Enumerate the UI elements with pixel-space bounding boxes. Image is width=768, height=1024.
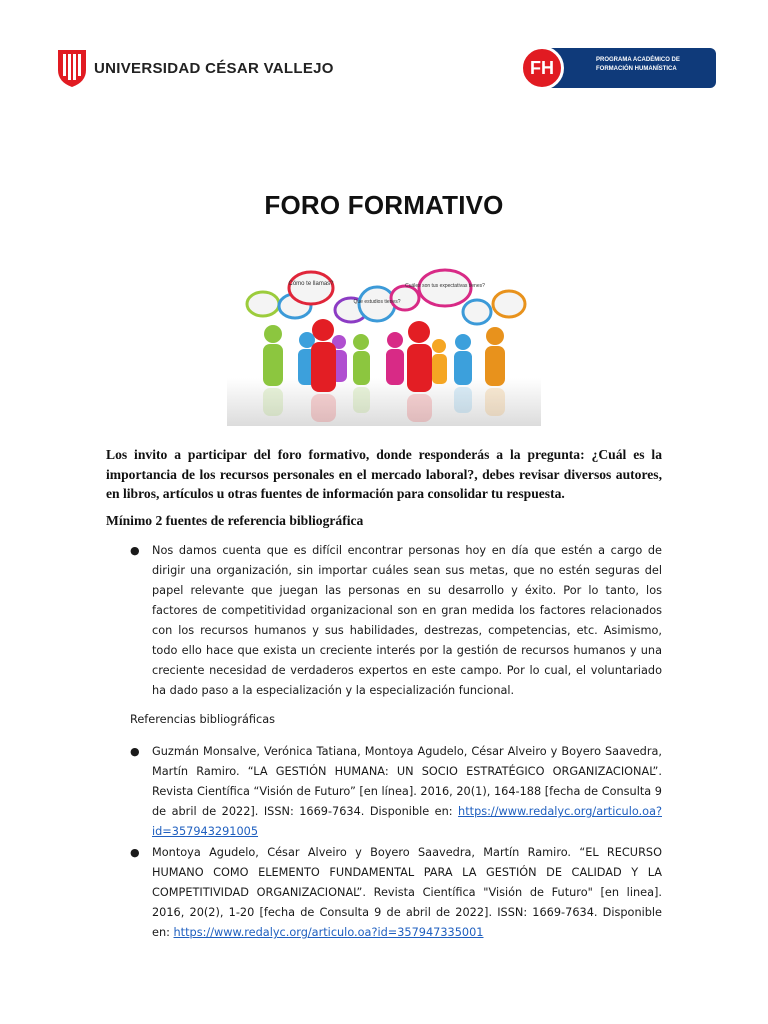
fh-logo-line2: FORMACIÓN HUMANÍSTICA bbox=[596, 66, 677, 72]
bubble-1-text: Cómo te llamas? bbox=[288, 281, 334, 287]
bubble-2-text: Que estudios tienes? bbox=[353, 299, 401, 305]
page-title: FORO FORMATIVO bbox=[264, 190, 504, 220]
bubble-3-text: Cuáles son tus expectativas tienes? bbox=[405, 283, 485, 289]
fh-logo-circle: FH bbox=[520, 46, 564, 90]
bullet-icon: ● bbox=[130, 544, 140, 557]
reference-item-2 bbox=[130, 843, 662, 943]
bullet-icon: ● bbox=[130, 846, 140, 859]
minimum-sources-note: Mínimo 2 fuentes de referencia bibliográfica bbox=[106, 513, 364, 528]
reference-1-link[interactable]: https://www.redalyc.org/articulo.oa?id=357943291005 bbox=[152, 805, 662, 838]
people-speech-bubbles-illustration bbox=[227, 258, 541, 426]
ucv-logo bbox=[56, 48, 334, 88]
ucv-shield-icon bbox=[56, 48, 88, 88]
reference-2-text: Montoya Agudelo, César Alveiro y Boyero Saavedra, Martín Ramiro. “EL RECURSO HUMANO COMO ELEMENTO FUNDAMENTAL PARA LA GESTIÓN DE CALIDAD Y LA COMPETITIVIDAD ORGANIZACIONAL”. Revista Científica "Visión de Futuro" [en linea]. 2016, 20(2), 1-20 [fecha de Consulta 9 de abril de 2022]. ISSN: 1669-7634. Disponible en: bbox=[152, 846, 662, 939]
main-bullet-item bbox=[130, 541, 662, 701]
reference-item-1 bbox=[130, 742, 662, 842]
reference-1-text: Guzmán Monsalve, Verónica Tatiana, Montoya Agudelo, César Alveiro y Boyero Saavedra, Martín Ramiro. “LA GESTIÓN HUMANA: UN SOCIO ESTRATÉGICO ORGANIZACIONAL”. Revista Científica “Visión de Futuro” [en línea]. 2016, 20(1), 164-188 [fecha de Consulta 9 de abril de 2022]. ISSN: 1669-7634. Disponible en: bbox=[152, 745, 662, 818]
fh-logo-caption bbox=[596, 56, 680, 74]
reference-2-link[interactable]: https://www.redalyc.org/articulo.oa?id=357947335001 bbox=[173, 926, 484, 939]
references-heading: Referencias bibliográficas bbox=[130, 713, 276, 726]
fh-logo bbox=[520, 46, 718, 90]
fh-logo-line1: PROGRAMA ACADÉMICO DE bbox=[596, 57, 680, 63]
main-bullet-text: Nos damos cuenta que es difícil encontrar personas hoy en día que estén a cargo de dirigir una organización, sin importar cuáles sean sus metas, que no estén seguras del papel relevante que juegan las personas en su desarrollo y éxito. Por lo tanto, los factores de competitividad organizacional son en gran medida los factores relacionados con los recursos humanos y sus habilidades, destrezas, competencias, etc. Asimismo, todo ello hace que exista un creciente interés por la gestión de recursos humanos y una creciente necesidad de verdaderos expertos en este campo. Por lo cual, el voluntariado ha dado paso a la especialización y la especialización funcional. bbox=[152, 544, 662, 697]
intro-paragraph: Los invito a participar del foro formativo, donde responderás a la pregunta: ¿Cuál es la importancia de los recursos personales en el mercado laboral?, debes revisar diversos autores, en libros, artículos u otras fuentes de información para consolidar tu respuesta. bbox=[106, 447, 662, 501]
bullet-icon: ● bbox=[130, 745, 140, 758]
ucv-logo-text: UNIVERSIDAD CÉSAR VALLEJO bbox=[94, 59, 334, 77]
